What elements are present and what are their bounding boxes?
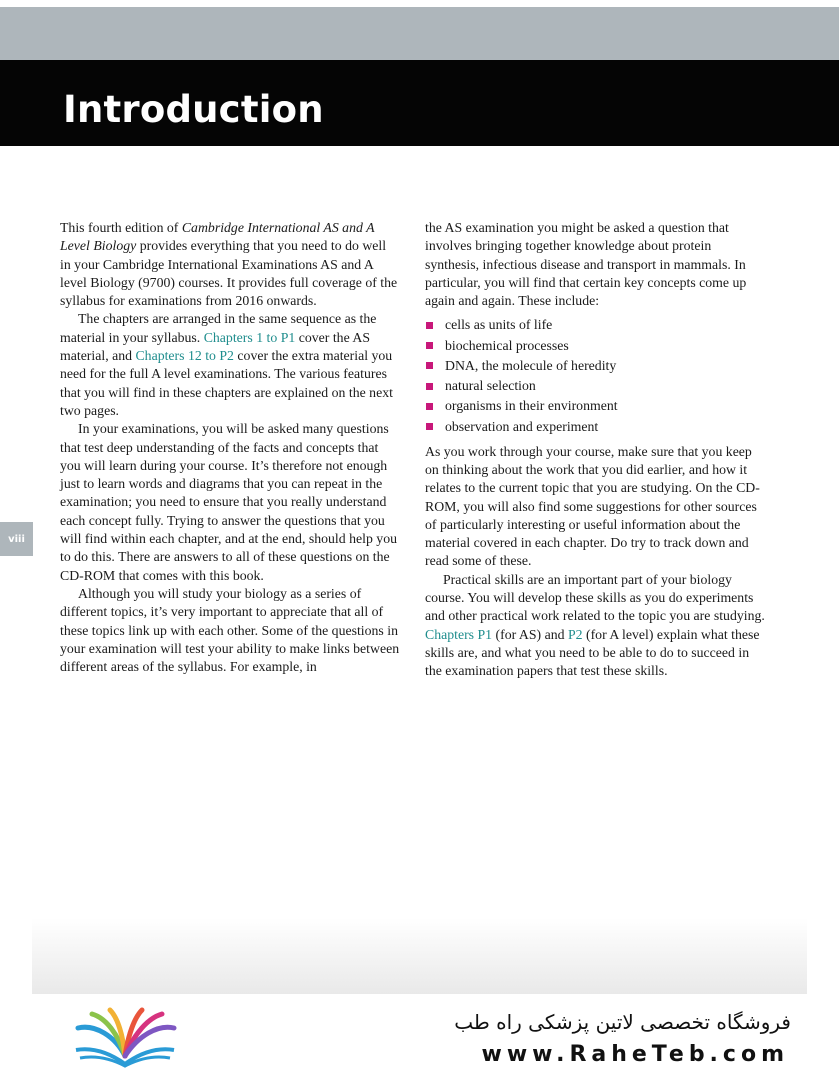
link-chapters-12-to-p2[interactable]: Chapters 12 to P2 [135, 348, 234, 364]
list-item: observation and experiment [425, 417, 765, 437]
link-chapters-p1[interactable]: Chapters P1 [425, 626, 493, 642]
paragraph-1: This fourth edition of Cambridge International AS and A Level Biology provides everything that you need to do well in your Cambridge International Examinations AS and A level Biology (9700) courses. It provides full coverage of the syllabus for examinations from 2016 onwards. [60, 220, 398, 309]
bottom-page-shadow [32, 918, 807, 994]
square-bullet-icon [426, 342, 433, 349]
title-band [0, 60, 839, 146]
page-number-tab [0, 522, 33, 556]
list-item: organisms in their environment [425, 396, 765, 416]
list-item: DNA, the molecule of heredity [425, 356, 765, 376]
footer-url[interactable]: www.RaheTeb.com [481, 1042, 789, 1067]
paragraph-3: In your examinations, you will be asked many questions that test deep understanding of the facts and concepts that you will learn during your course. It’s therefore not enough just to learn words and diagrams that you can repeat in the examination; you need to ensure that you really understand each concept fully. Trying to answer the questions that you will find within each chapter, and at the end, should help you to do this. There are answers to all of these questions on the CD-ROM that comes with this book. [60, 421, 397, 583]
list-item: natural selection [425, 376, 765, 396]
square-bullet-icon [426, 322, 433, 329]
link-chapters-1-to-p1[interactable]: Chapters 1 to P1 [203, 329, 296, 345]
page-title: Introduction [63, 88, 324, 131]
paragraph-2: The chapters are arranged in the same sequence as the material in your syllabus. Chapters 1 to P1 cover the AS material, and Chapters 12 to P2 cover the extra material you need for the full A level examinations. The various features that you will find in these chapters are explained on the next two pages. [60, 311, 393, 418]
link-p2[interactable]: P2 [567, 626, 583, 642]
page-number: viii [8, 533, 25, 545]
paragraph-5: the AS examination you might be asked a question that involves bringing together knowledge about protein synthesis, infectious disease and transport in mammals. In particular, you will find that certain key concepts come up again and again. These include: [425, 220, 747, 309]
paragraph-4: Although you will study your biology as a series of different topics, it’s very important to appreciate that all of these topics link up with each other. Some of the questions in your examination will test your ability to make links between different areas of the syllabus. For example, in [60, 585, 400, 675]
square-bullet-icon [426, 403, 433, 410]
open-book-logo-icon [70, 1006, 180, 1068]
right-column [425, 219, 765, 681]
top-grey-bar [0, 7, 839, 60]
paragraph-6: As you work through your course, make sure that you keep on thinking about the work that you did earlier, and how it relates to the current topic that you are studying. On the CD-ROM, you will also find some suggestions for other sources of particularly interesting or useful information about the material covered in each chapter. Do try to track down and read some of these. [425, 443, 760, 569]
book-title: Cambridge International AS and A Level Biology [60, 220, 375, 254]
key-concepts-list [425, 315, 765, 436]
footer-persian-text: فروشگاه تخصصی لاتین پزشکی راه طب [454, 1010, 791, 1034]
list-item: cells as units of life [425, 315, 765, 335]
left-column [60, 219, 400, 676]
list-item: biochemical processes [425, 336, 765, 356]
square-bullet-icon [426, 362, 433, 369]
paragraph-7: Practical skills are an important part of your biology course. You will develop these skills as you do experiments and other practical work related to the topic you are studying. Chapters P1 (for AS) and P2 (for A level) explain what these skills are, and what you need to be able to do to succeed in the examination papers that test these skills. [425, 571, 765, 679]
square-bullet-icon [426, 423, 433, 430]
square-bullet-icon [426, 383, 433, 390]
